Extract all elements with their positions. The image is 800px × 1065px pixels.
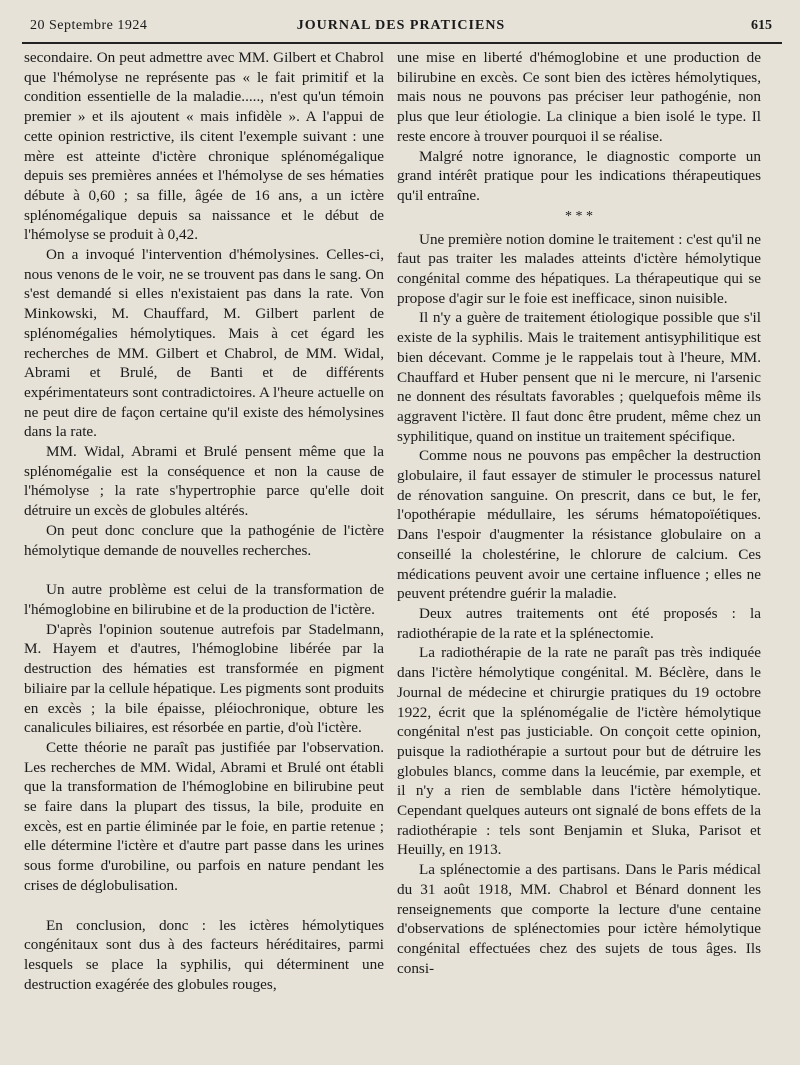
paragraph: secondaire. On peut admettre avec MM. Gilbert et Chabrol que l'hémolyse ne représente pas « le fait primitif et la condition essentielle de la maladie....., n'est qu'un témoin premier » et ils ajoutent « mais infidèle ». A l'appui de cette opinion restrictive, ils citent l'exemple suivant : une mère est atteinte d'ictère chronique splénomégalique depuis ses premières années et l'hémolyse de ses hématies débute à 0,60 ; sa fille, âgée de 16 ans, a un ictère splénomégalique depuis sa naissance et le début de l'hémolyse se produit à 0,42. <box>24 49 384 244</box>
paragraph: En conclusion, donc : les ictères hémolytiques congénitaux sont dus à des facteurs héréditaires, parmi lesquels se place la syphilis, qui déterminent une destruction exagérée des globules rouges, <box>24 916 384 993</box>
page-header <box>30 18 772 40</box>
paragraph: MM. Widal, Abrami et Brulé pensent même que la splénomégalie est la conséquence et non la cause de l'hémolyse ; la rate s'hypertrophie parce qu'elle doit détruire un excès de globules altérés. <box>24 443 384 520</box>
page-number: 615 <box>751 18 772 33</box>
paragraph: Cette théorie ne paraît pas justifiée par l'observation. Les recherches de MM. Widal, Abrami et Brulé ont établi que la transformation de l'hémoglobine en bilirubine peut se faire dans la plupart des tissus, la bile, produite en excès, est en partie éliminée par le foie, en partie retenue ; elle détermine l'ictère et d'autre part passe dans les urines sous forme d'urobiline, ou parfois en nature pendant les crises de déglobulisation. <box>24 738 384 894</box>
left-column <box>24 48 384 994</box>
paragraph: Un autre problème est celui de la transformation de l'hémoglobine en bilirubine et de la production de l'ictère. <box>24 581 384 618</box>
paragraph: On a invoqué l'intervention d'hémolysines. Celles-ci, nous venons de le voir, ne se trouvent pas dans le sang. On s'est demandé si elles n'existaient pas dans la rate. Von Minkowski, M. Chauffard, M. Gilbert parlent de splénomégalies hémolytiques. Mais à cet égard les recherches de MM. Gilbert et Chabrol, de MM. Widal, Abrami et Brulé, de Banti et de différents expérimentateurs sont contradictoires. A l'heure actuelle on ne peut dire de façon certaine qu'il existe des hémolysines dans la rate. <box>24 246 384 441</box>
journal-title: JOURNAL DES PRATICIENS <box>296 18 506 33</box>
section-separator: * * * <box>565 208 593 224</box>
paragraph: La radiothérapie de la rate ne paraît pas très indiquée dans l'ictère hémolytique congénital. M. Béclère, dans le Journal de médecine et chirurgie pratiques du 19 octobre 1922, écrit que la splénomégalie de l'ictère hémolytique congénital n'est pas justiciable. On conçoit cette opinion, puisque la radiothérapie a surtout pour but de détruire les globules blancs, comme dans la leucémie, par exemple, et il n'y a rien de semblable dans l'ictère hémolytique. Cependant quelques auteurs ont signalé de bons effets de la radiothérapie : tels sont Benjamin et Sluka, Parisot et Heuilly, en 1913. <box>397 644 761 859</box>
paragraph: On peut donc conclure que la pathogénie de l'ictère hémolytique demande de nouvelles recherches. <box>24 521 384 559</box>
paragraph: Une première notion domine le traitement : c'est qu'il ne faut pas traiter les malades atteints d'ictère hémolytique congénital comme des hépatiques. La thérapeutique qui se propose d'agir sur le foie est inefficace, sinon nuisible. <box>397 230 761 307</box>
right-column <box>397 48 761 978</box>
paragraph: une mise en liberté d'hémoglobine et une production de bilirubine en excès. Ce sont bien des ictères hémolytiques, mais nous ne pouvons pas préciser leur pathogénie, non plus que leur étiologie. La clinique a bien isolé le type. Il reste encore à trouver pourquoi il se réalise. <box>397 49 761 145</box>
paragraph: Malgré notre ignorance, le diagnostic comporte un grand intérêt pratique pour les indications thérapeutiques qu'il entraîne. <box>397 147 761 204</box>
paragraph: La splénectomie a des partisans. Dans le Paris médical du 31 août 1918, MM. Chabrol et Bénard donnent les renseignements que comporte la lecture d'une centaine d'observations de splénectomies pour ictère hémolytique congénital effectuées chez des sujets de tous âges. Ils consi- <box>397 861 761 977</box>
header-rule <box>22 42 782 44</box>
issue-date: 20 Septembre 1924 <box>30 18 148 33</box>
paragraph: Comme nous ne pouvons pas empêcher la destruction globulaire, il faut essayer de stimuler le processus naturel de rénovation sanguine. On prescrit, dans ce but, le fer, l'opothérapie médullaire, les sérums hématopoïétiques. Dans l'espoir d'augmenter la résistance globulaire on a conseillé la cholestérine, le chlorure de calcium. Ces médications peuvent avoir une certaine influence ; elles ne peuvent prétendre guérir la maladie. <box>397 447 761 603</box>
paragraph: Il n'y a guère de traitement étiologique possible que s'il existe de la syphilis. Mais le traitement antisyphilitique est bien décevant. Comme je le rappelais tout à l'heure, MM. Chauffard et Huber pensent que ni le mercure, ni l'arsenic ne donnent des résultats favorables ; quelquefois même ils aggravent l'ictère. Il faut donc être prudent, même chez un syphilitique, quand on institue un traitement spécifique. <box>397 309 761 445</box>
paragraph: Deux autres traitements ont été proposés : la radiothérapie de la rate et la splénectomie. <box>397 604 761 642</box>
paragraph: D'après l'opinion soutenue autrefois par Stadelmann, M. Hayem et d'autres, l'hémoglobine libérée par la destruction des hématies est transformée en pigment biliaire par la cellule hépatique. Les pigments sont produits en excès ; la bile épaisse, pléiochronique, obture les canalicules biliaires, est résorbée en partie, d'où l'ictère. <box>24 620 384 737</box>
